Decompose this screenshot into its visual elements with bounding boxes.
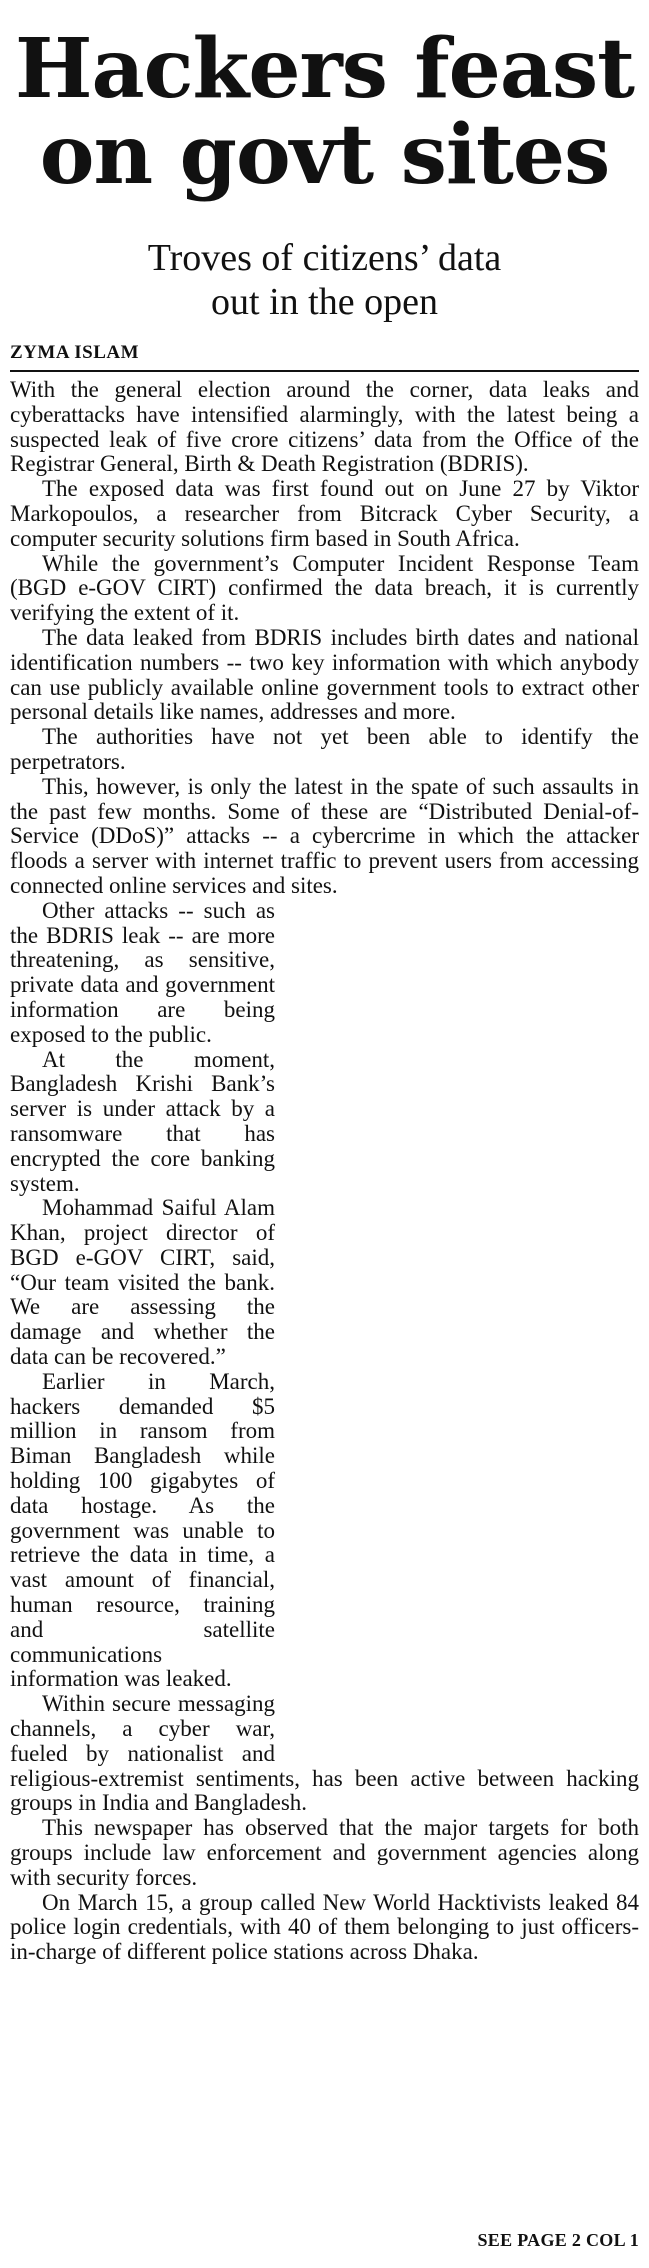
byline-divider: [10, 370, 639, 372]
paragraph-10: Earlier in March, hackers demanded $5 million in ransom from Biman Bangladesh while holding 100 gigabytes of data hostage. As the government was unable to retrieve the data in time, a vast amount of financial, human resource, training and satellite communications information was leaked.: [10, 1368, 275, 1692]
byline: ZYMA ISLAM: [10, 342, 140, 363]
subheadline-line-2: out in the open: [211, 281, 438, 323]
paragraph-1: With the general election around the corner, data leaks and cyberattacks have intensified alarmingly, with the latest being a suspected leak of five crore citizens’ data from the Office of the Registrar General, Birth & Death Registration (BDRIS).: [10, 377, 639, 477]
blank-inset-area: [289, 899, 639, 1753]
continued-reference: SEE PAGE 2 COL 1: [477, 2230, 639, 2250]
headline-line-2: on govt sites: [39, 107, 610, 203]
paragraph-12: This newspaper has observed that the major targets for both groups include law enforcement and government agencies along with security forces.: [10, 1815, 639, 1890]
paragraph-5: The authorities have not yet been able to identify the perpetrators.: [10, 724, 639, 774]
paragraph-4: The data leaked from BDRIS includes birth dates and national identification numbers -- two key information with which anybody can use publicly available online government tools to extract other personal details like names, addresses and more.: [10, 624, 639, 725]
article-body: [10, 378, 639, 1965]
paragraph-2: The exposed data was first found out on June 27 by Viktor Markopoulos, a researcher from Bitcrack Cyber Security, a computer security solutions firm based in South Africa.: [10, 476, 639, 551]
paragraph-13: On March 15, a group called New World Hacktivists leaked 84 police login credentials, with 40 of them belonging to just officers-in-charge of different police stations across Dhaka.: [10, 1889, 639, 1965]
headline-line-1: Hackers feast: [14, 21, 635, 117]
subheadline-line-1: Troves of citizens’ data: [147, 237, 502, 279]
paragraph-7: Other attacks -- such as the BDRIS leak -- are more threatening, as sensitive, private data and government information are being exposed to the public.: [10, 897, 275, 1047]
paragraph-3: While the government’s Computer Incident Response Team (BGD e-GOV CIRT) confirmed the data breach, it is currently verifying the extent of it.: [10, 550, 639, 626]
subheadline: [0, 236, 649, 324]
paragraph-8: At the moment, Bangladesh Krishi Bank’s server is under attack by a ransomware that has encrypted the core banking system.: [10, 1046, 275, 1196]
paragraph-11: Within secure messaging channels, a cyber war, fueled by nationalist and religious-extremist sentiments, has been active between hacking groups in India and Bangladesh.: [10, 1691, 639, 1816]
paragraph-9: Mohammad Saiful Alam Khan, project director of BGD e-GOV CIRT, said, “Our team visited the bank. We are assessing the damage and whether the data can be recovered.”: [10, 1195, 275, 1370]
paragraph-6: This, however, is only the latest in the spate of such assaults in the past few months. Some of these are “Distributed Denial-of-Service (DDoS)” attacks -- a cybercrime in which the attacker floods a server with internet traffic to prevent users from accessing connected online services and sites.: [10, 773, 639, 898]
headline: [0, 21, 649, 203]
